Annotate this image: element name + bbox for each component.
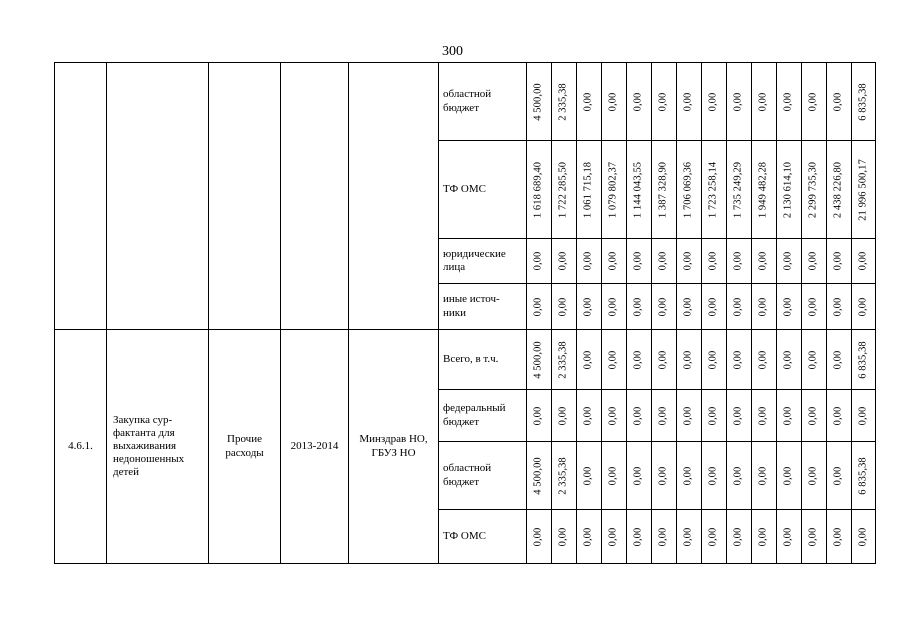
value-text: 0,00 bbox=[857, 527, 869, 546]
value-text: 0,00 bbox=[757, 251, 769, 271]
value-text: 0,00 bbox=[782, 297, 794, 316]
value-cell bbox=[777, 442, 802, 510]
value-cell bbox=[827, 390, 852, 442]
value-cell bbox=[577, 141, 602, 239]
value-text: 0,00 bbox=[857, 251, 869, 271]
value-text: 0,00 bbox=[732, 251, 744, 271]
value-cell bbox=[752, 63, 777, 141]
value-text: 0,00 bbox=[807, 466, 819, 485]
funding-source-cell: иные источ-ники bbox=[439, 284, 527, 330]
value-cell bbox=[702, 141, 727, 239]
value-text: 0,00 bbox=[757, 350, 769, 369]
value-text: 0,00 bbox=[782, 406, 794, 425]
value-text: 0,00 bbox=[632, 527, 644, 546]
value-text: 0,00 bbox=[732, 406, 744, 425]
value-cell bbox=[752, 239, 777, 284]
value-cell bbox=[752, 284, 777, 330]
value-cell bbox=[627, 239, 652, 284]
value-cell bbox=[602, 141, 627, 239]
value-text: 1 706 069,36 bbox=[682, 161, 694, 218]
value-cell bbox=[527, 390, 552, 442]
value-cell bbox=[802, 442, 827, 510]
value-cell bbox=[827, 141, 852, 239]
value-text: 0,00 bbox=[582, 350, 594, 369]
funding-source-cell: Всего, в т.ч. bbox=[439, 330, 527, 390]
value-text: 0,00 bbox=[607, 92, 619, 111]
value-cell bbox=[652, 284, 677, 330]
value-cell bbox=[677, 510, 702, 564]
value-cell bbox=[627, 390, 652, 442]
value-cell bbox=[802, 330, 827, 390]
value-cell bbox=[602, 284, 627, 330]
value-cell bbox=[777, 284, 802, 330]
funding-source-cell: юридические лица bbox=[439, 239, 527, 284]
value-text: 0,00 bbox=[732, 297, 744, 316]
value-cell bbox=[852, 63, 876, 141]
value-text: 0,00 bbox=[682, 251, 694, 271]
value-text: 0,00 bbox=[532, 527, 544, 546]
value-cell bbox=[852, 330, 876, 390]
value-cell bbox=[602, 63, 627, 141]
value-cell bbox=[852, 510, 876, 564]
value-cell bbox=[552, 510, 577, 564]
value-text: 1 618 689,40 bbox=[532, 161, 544, 218]
value-cell bbox=[527, 63, 552, 141]
value-cell bbox=[677, 284, 702, 330]
value-cell bbox=[752, 510, 777, 564]
value-cell bbox=[727, 141, 752, 239]
value-text: 0,00 bbox=[707, 406, 719, 425]
value-text: 0,00 bbox=[732, 92, 744, 111]
value-text: 0,00 bbox=[582, 406, 594, 425]
period-cell-empty bbox=[281, 63, 349, 330]
value-text: 0,00 bbox=[632, 297, 644, 316]
value-cell bbox=[527, 510, 552, 564]
value-cell bbox=[577, 390, 602, 442]
value-cell bbox=[702, 239, 727, 284]
value-cell bbox=[702, 510, 727, 564]
value-cell bbox=[777, 63, 802, 141]
value-text: 0,00 bbox=[782, 92, 794, 111]
funding-source-cell: ТФ ОМС bbox=[439, 510, 527, 564]
value-text: 0,00 bbox=[757, 527, 769, 546]
value-cell bbox=[552, 442, 577, 510]
value-text: 0,00 bbox=[582, 92, 594, 111]
number-cell-empty bbox=[55, 63, 107, 330]
value-text: 0,00 bbox=[607, 527, 619, 546]
value-text: 6 835,38 bbox=[857, 456, 869, 495]
value-text: 0,00 bbox=[607, 350, 619, 369]
value-text: 0,00 bbox=[557, 527, 569, 546]
value-text: 6 835,38 bbox=[857, 82, 869, 121]
value-cell bbox=[852, 390, 876, 442]
value-text: 2 299 735,30 bbox=[807, 161, 819, 218]
value-cell bbox=[702, 284, 727, 330]
value-text: 2 438 226,80 bbox=[832, 161, 844, 218]
value-cell bbox=[677, 442, 702, 510]
table-row bbox=[55, 63, 876, 141]
value-text: 0,00 bbox=[757, 466, 769, 485]
value-text: 0,00 bbox=[682, 350, 694, 369]
item-name: Закупка сур-фактанта для выхаживания недоношенных детей bbox=[107, 330, 209, 564]
value-cell bbox=[777, 390, 802, 442]
value-cell bbox=[727, 510, 752, 564]
value-text: 0,00 bbox=[682, 92, 694, 111]
value-cell bbox=[752, 330, 777, 390]
value-cell bbox=[552, 141, 577, 239]
value-cell bbox=[727, 330, 752, 390]
value-cell bbox=[777, 239, 802, 284]
value-text: 0,00 bbox=[607, 251, 619, 271]
value-cell bbox=[577, 284, 602, 330]
funding-source-cell: федеральный бюджет bbox=[439, 390, 527, 442]
value-text: 0,00 bbox=[807, 251, 819, 271]
name-cell-empty bbox=[107, 63, 209, 330]
value-text: 0,00 bbox=[532, 297, 544, 316]
value-cell bbox=[702, 330, 727, 390]
value-text: 0,00 bbox=[532, 251, 544, 271]
value-text: 1 722 285,50 bbox=[557, 161, 569, 218]
value-text: 0,00 bbox=[807, 527, 819, 546]
value-cell bbox=[552, 330, 577, 390]
value-cell bbox=[827, 442, 852, 510]
value-text: 0,00 bbox=[732, 350, 744, 369]
value-text: 0,00 bbox=[832, 527, 844, 546]
value-text: 1 723 258,14 bbox=[707, 161, 719, 218]
value-text: 1 061 715,18 bbox=[582, 161, 594, 218]
value-text: 0,00 bbox=[757, 406, 769, 425]
value-text: 0,00 bbox=[832, 350, 844, 369]
value-text: 0,00 bbox=[807, 92, 819, 111]
value-text: 1 387 328,90 bbox=[657, 161, 669, 218]
value-text: 0,00 bbox=[682, 406, 694, 425]
value-cell bbox=[802, 141, 827, 239]
value-cell bbox=[677, 63, 702, 141]
value-cell bbox=[752, 390, 777, 442]
value-text: 0,00 bbox=[757, 297, 769, 316]
value-text: 0,00 bbox=[807, 297, 819, 316]
value-text: 0,00 bbox=[657, 406, 669, 425]
table-row bbox=[55, 330, 876, 390]
value-text: 0,00 bbox=[607, 297, 619, 316]
value-cell bbox=[852, 141, 876, 239]
value-cell bbox=[602, 510, 627, 564]
value-cell bbox=[752, 141, 777, 239]
value-text: 0,00 bbox=[557, 406, 569, 425]
value-cell bbox=[852, 284, 876, 330]
value-cell bbox=[527, 141, 552, 239]
value-cell bbox=[852, 442, 876, 510]
value-text: 0,00 bbox=[682, 297, 694, 316]
value-text: 0,00 bbox=[657, 466, 669, 485]
value-text: 0,00 bbox=[582, 251, 594, 271]
value-cell bbox=[527, 442, 552, 510]
value-text: 2 335,38 bbox=[557, 456, 569, 495]
value-cell bbox=[652, 390, 677, 442]
value-cell bbox=[827, 330, 852, 390]
value-text: 0,00 bbox=[707, 350, 719, 369]
value-text: 0,00 bbox=[557, 297, 569, 316]
value-text: 0,00 bbox=[707, 527, 719, 546]
value-cell bbox=[627, 284, 652, 330]
value-text: 0,00 bbox=[732, 527, 744, 546]
value-text: 1 735 249,29 bbox=[732, 161, 744, 218]
value-cell bbox=[727, 390, 752, 442]
value-text: 2 335,38 bbox=[557, 340, 569, 379]
value-text: 0,00 bbox=[782, 527, 794, 546]
value-text: 1 079 802,37 bbox=[607, 161, 619, 218]
value-text: 4 500,00 bbox=[532, 340, 544, 379]
value-cell bbox=[577, 239, 602, 284]
value-cell bbox=[627, 510, 652, 564]
value-text: 4 500,00 bbox=[532, 456, 544, 495]
value-text: 0,00 bbox=[607, 406, 619, 425]
value-cell bbox=[702, 63, 727, 141]
value-text: 0,00 bbox=[782, 251, 794, 271]
value-text: 0,00 bbox=[632, 406, 644, 425]
value-text: 0,00 bbox=[632, 350, 644, 369]
value-text: 6 835,38 bbox=[857, 340, 869, 379]
value-text: 0,00 bbox=[857, 297, 869, 316]
value-cell bbox=[727, 239, 752, 284]
value-text: 0,00 bbox=[607, 466, 619, 485]
value-cell bbox=[627, 442, 652, 510]
funding-source-cell: областной бюджет bbox=[439, 63, 527, 141]
value-cell bbox=[802, 510, 827, 564]
value-cell bbox=[702, 390, 727, 442]
value-cell bbox=[577, 510, 602, 564]
value-text: 0,00 bbox=[582, 466, 594, 485]
value-text: 0,00 bbox=[707, 297, 719, 316]
value-cell bbox=[602, 330, 627, 390]
value-text: 0,00 bbox=[682, 527, 694, 546]
funding-source-cell: областной бюджет bbox=[439, 442, 527, 510]
value-text: 0,00 bbox=[832, 466, 844, 485]
executor-cell-empty bbox=[349, 63, 439, 330]
value-cell bbox=[552, 239, 577, 284]
value-cell bbox=[677, 390, 702, 442]
item-executor: Минздрав НО, ГБУЗ НО bbox=[349, 330, 439, 564]
value-cell bbox=[827, 239, 852, 284]
value-cell bbox=[652, 510, 677, 564]
value-cell bbox=[627, 63, 652, 141]
value-text: 0,00 bbox=[807, 350, 819, 369]
value-text: 0,00 bbox=[632, 251, 644, 271]
value-cell bbox=[802, 239, 827, 284]
value-text: 0,00 bbox=[657, 92, 669, 111]
value-cell bbox=[802, 284, 827, 330]
item-period: 2013-2014 bbox=[281, 330, 349, 564]
value-text: 0,00 bbox=[707, 466, 719, 485]
value-text: 0,00 bbox=[682, 466, 694, 485]
value-cell bbox=[652, 442, 677, 510]
value-text: 0,00 bbox=[532, 406, 544, 425]
value-cell bbox=[577, 330, 602, 390]
value-text: 0,00 bbox=[582, 297, 594, 316]
value-text: 0,00 bbox=[857, 406, 869, 425]
item-expense-type: Прочие расходы bbox=[209, 330, 281, 564]
expense-cell-empty bbox=[209, 63, 281, 330]
value-cell bbox=[652, 63, 677, 141]
value-text: 2 335,38 bbox=[557, 82, 569, 121]
value-text: 0,00 bbox=[782, 350, 794, 369]
value-cell bbox=[577, 63, 602, 141]
value-text: 0,00 bbox=[632, 466, 644, 485]
funding-source-cell: ТФ ОМС bbox=[439, 141, 527, 239]
value-text: 0,00 bbox=[832, 92, 844, 111]
value-text: 0,00 bbox=[707, 92, 719, 111]
value-text: 0,00 bbox=[832, 406, 844, 425]
value-cell bbox=[727, 442, 752, 510]
value-cell bbox=[827, 284, 852, 330]
value-text: 0,00 bbox=[832, 251, 844, 271]
value-text: 0,00 bbox=[757, 92, 769, 111]
value-cell bbox=[777, 510, 802, 564]
value-cell bbox=[627, 330, 652, 390]
value-cell bbox=[602, 239, 627, 284]
value-cell bbox=[652, 239, 677, 284]
page-number: 300 bbox=[442, 44, 463, 59]
value-text: 4 500,00 bbox=[532, 82, 544, 121]
value-text: 1 144 043,55 bbox=[632, 161, 644, 218]
value-cell bbox=[827, 63, 852, 141]
value-cell bbox=[777, 330, 802, 390]
value-cell bbox=[727, 284, 752, 330]
budget-table bbox=[54, 62, 876, 564]
value-cell bbox=[552, 390, 577, 442]
value-cell bbox=[702, 442, 727, 510]
value-text: 1 949 482,28 bbox=[757, 161, 769, 218]
value-cell bbox=[752, 442, 777, 510]
value-cell bbox=[777, 141, 802, 239]
value-cell bbox=[677, 141, 702, 239]
value-text: 0,00 bbox=[657, 251, 669, 271]
value-text: 0,00 bbox=[657, 297, 669, 316]
value-text: 2 130 614,10 bbox=[782, 161, 794, 218]
value-text: 0,00 bbox=[657, 350, 669, 369]
value-cell bbox=[602, 442, 627, 510]
value-cell bbox=[527, 284, 552, 330]
value-text: 0,00 bbox=[782, 466, 794, 485]
value-cell bbox=[527, 239, 552, 284]
value-text: 0,00 bbox=[832, 297, 844, 316]
value-cell bbox=[802, 63, 827, 141]
value-text: 0,00 bbox=[707, 251, 719, 271]
value-text: 21 996 500,17 bbox=[857, 158, 869, 221]
value-text: 0,00 bbox=[807, 406, 819, 425]
value-cell bbox=[802, 390, 827, 442]
value-cell bbox=[527, 330, 552, 390]
item-number: 4.6.1. bbox=[55, 330, 107, 564]
value-text: 0,00 bbox=[732, 466, 744, 485]
value-cell bbox=[827, 510, 852, 564]
value-cell bbox=[577, 442, 602, 510]
value-text: 0,00 bbox=[582, 527, 594, 546]
value-cell bbox=[677, 239, 702, 284]
value-cell bbox=[552, 63, 577, 141]
value-cell bbox=[727, 63, 752, 141]
value-cell bbox=[602, 390, 627, 442]
value-cell bbox=[552, 284, 577, 330]
value-text: 0,00 bbox=[557, 251, 569, 271]
value-cell bbox=[627, 141, 652, 239]
value-cell bbox=[677, 330, 702, 390]
value-text: 0,00 bbox=[632, 92, 644, 111]
value-cell bbox=[852, 239, 876, 284]
value-cell bbox=[652, 141, 677, 239]
value-cell bbox=[652, 330, 677, 390]
value-text: 0,00 bbox=[657, 527, 669, 546]
